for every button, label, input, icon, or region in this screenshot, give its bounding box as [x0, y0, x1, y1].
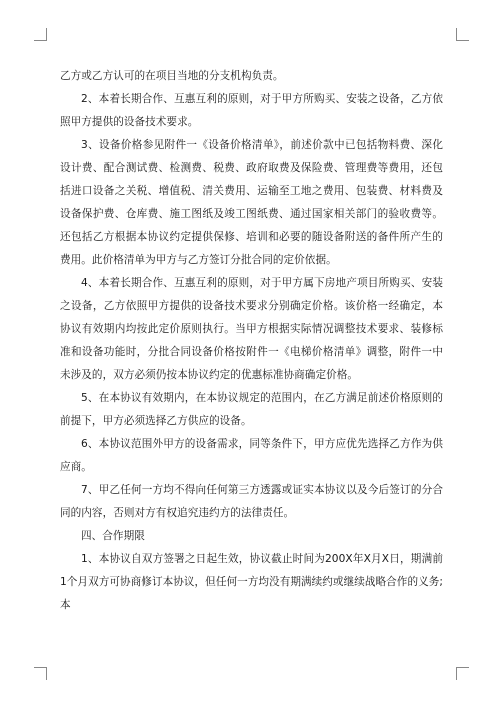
paragraph-term-clause-1: 1、本协议自双方签署之日起生效，协议截止时间为200X年X月X日，期满前1个月双方可协商修订本协议，但任何一方均没有期满续约或继续战略合作的义务;本 [60, 553, 443, 611]
document-body [60, 65, 443, 617]
paragraph-clause-3: 3、设备价格参见附件一《设备价格清单》，前述价款中已包括物料费、深化设计费、配合测试费、检测费、税费、政府取费及保险费、管理费等费用，还包括进口设备之关税、增值税、清关费用、运输至工地之费用、包装费、材料费及设备保护费、仓库费、施工图纸及竣工图纸费、通过国家相关部门的验收费等。还包括乙方根据本协议约定提供保修、培训和必要的随设备附送的备件所产生的费用。此价格清单为甲方与乙方签订分批合同的定价依据。 [60, 139, 443, 266]
paragraph-clause-4: 4、本着长期合作、互惠互利的原则，对于甲方属下房地产项目所购买、安装之设备，乙方依照甲方提供的设备技术要求分别确定价格。该价格一经确定，本协议有效期内均按此定价原则执行。当甲方根据实际情况调整技术要求、装修标准和设备功能时，分批合同设备价格按附件一《电梯价格清单》调整，附件一中未涉及的，双方必须仍按本协议约定的优惠标准协商确定价格。 [60, 277, 443, 381]
paragraph-clause-2: 2、本着长期合作、互惠互利的原则，对于甲方所购买、安装之设备，乙方依照甲方提供的设备技术要求。 [60, 93, 443, 128]
crop-mark-bottom-right [456, 667, 469, 680]
paragraph-continuation: 乙方或乙方认可的在项目当地的分支机构负责。 [60, 70, 284, 82]
crop-mark-top-right [456, 28, 469, 41]
crop-mark-top-left [34, 28, 47, 41]
paragraph-clause-6: 6、本协议范围外甲方的设备需求，同等条件下，甲方应优先选择乙方作为供应商。 [60, 438, 443, 473]
paragraph-clause-5: 5、在本协议有效期内，在本协议规定的范围内，在乙方满足前述价格原则的前提下，甲方必须选择乙方供应的设备。 [60, 392, 443, 427]
crop-mark-bottom-left [34, 667, 47, 680]
paragraph-clause-7: 7、甲乙任何一方均不得向任何第三方透露或证实本协议以及今后签订的分合同的内容，否则对方有权追究违约方的法律责任。 [60, 484, 443, 519]
section-heading-cooperation-term: 四、合作期限 [81, 530, 145, 542]
